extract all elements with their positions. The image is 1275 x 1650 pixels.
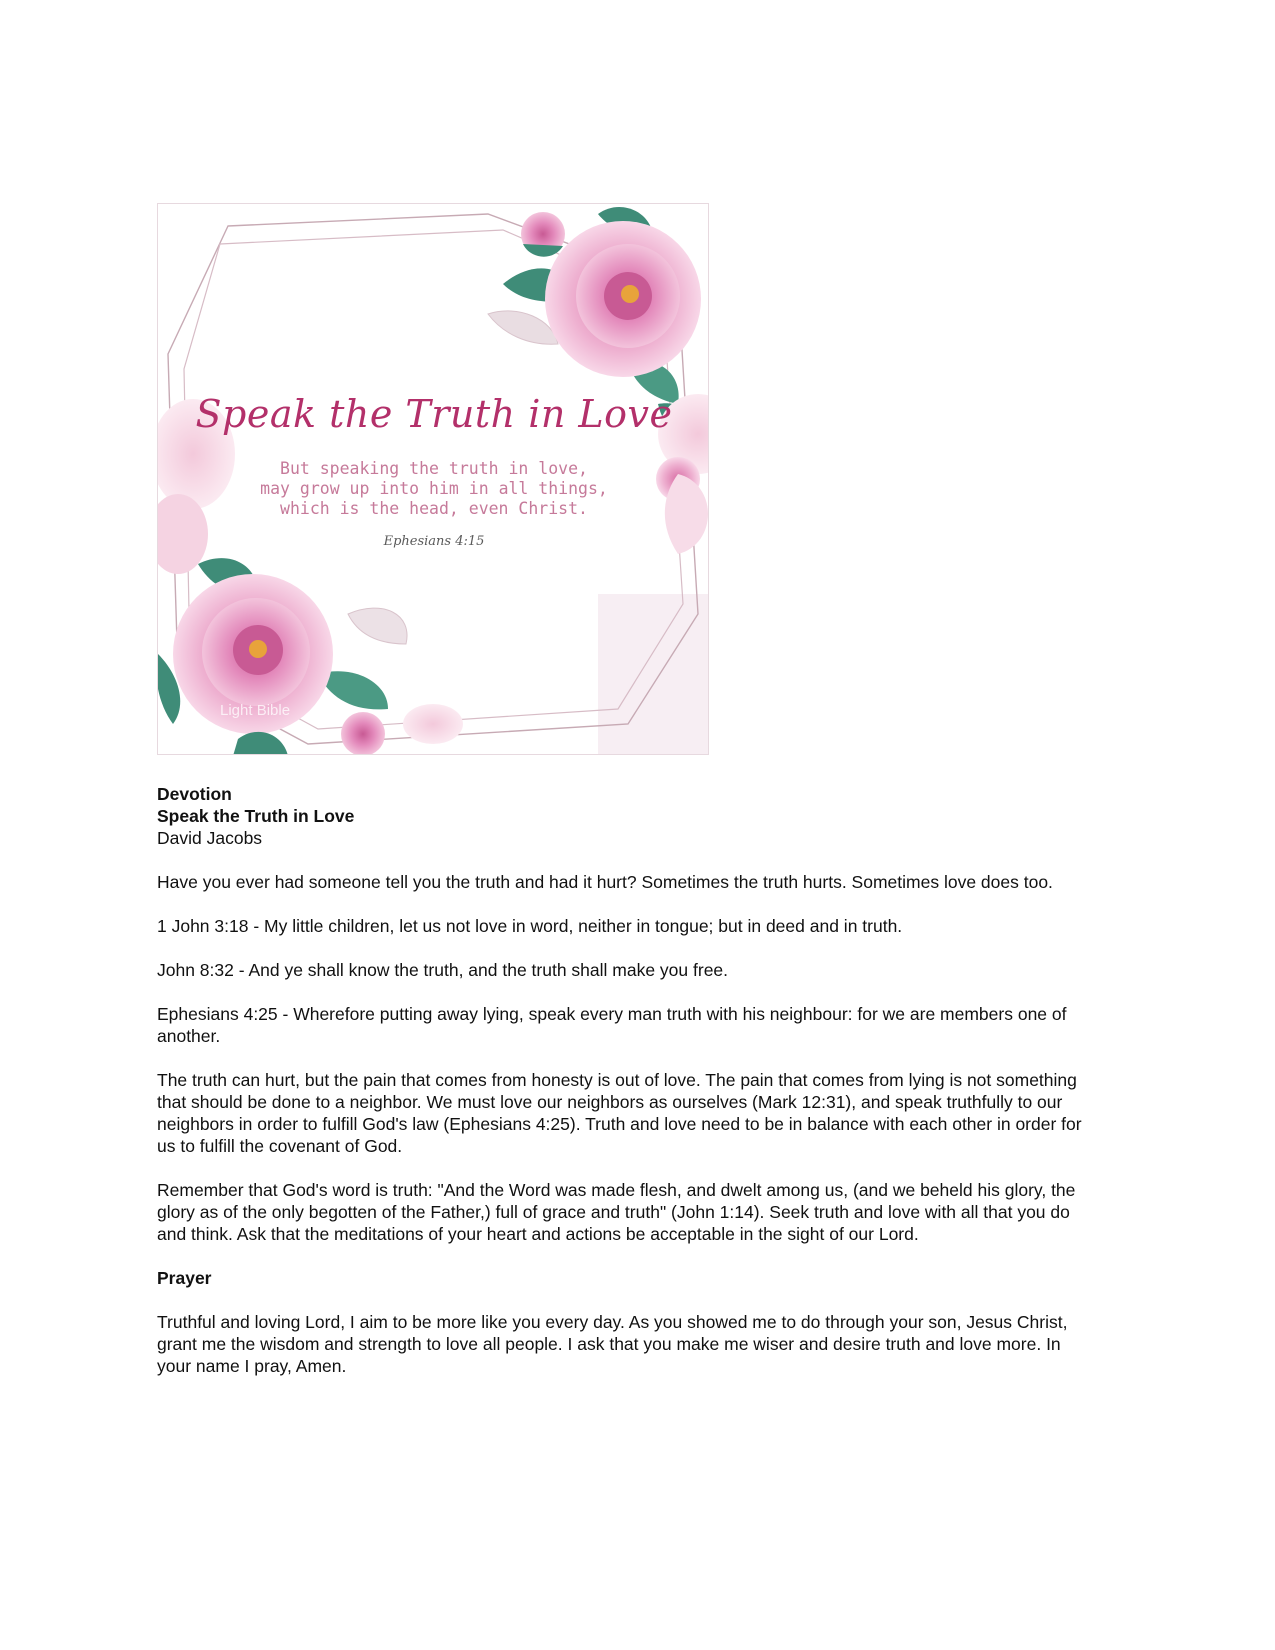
prayer-text: Truthful and loving Lord, I aim to be more like you every day. As you showed me to do through your son, Jesus Christ, grant me the wisdom and strength to love all people. I ask that you make me wiser and desire truth and love more. In your name I pray, Amen. [157, 1312, 1068, 1376]
image-verse-line: But speaking the truth in love, [280, 459, 588, 478]
paragraph-conclusion: Remember that God's word is truth: "And the Word was made flesh, and dwelt among us, (and we beheld his glory, the glory as of the only begotten of the Father,) full of grace and truth" (John 1:14). Seek truth and love with all that you do and think. Ask that the meditations of your heart and actions be acceptable in the sight of our Lord. [157, 1180, 1076, 1244]
image-watermark: Light Bible [220, 702, 291, 719]
paragraph-reflection: The truth can hurt, but the pain that comes from honesty is out of love. The pain that comes from lying is not something that should be done to a neighbor. We must love our neighbors as ourselves (Mark 12:31), and speak truthfully to our neighbors in order to fulfill God's law (Ephesians 4:25). Truth and love need to be in balance with each other in order for us to fulfill the covenant of God. [157, 1070, 1082, 1156]
scripture-ephesians: Ephesians 4:25 - Wherefore putting away lying, speak every man truth with his neighbour: for we are members one of another. [157, 1004, 1067, 1046]
devotion-content [157, 783, 1097, 1399]
devotion-title: Speak the Truth in Love [157, 806, 355, 826]
image-verse-line: which is the head, even Christ. [280, 499, 588, 518]
image-verse [218, 459, 650, 519]
prayer-heading: Prayer [157, 1268, 212, 1288]
scripture-john: John 8:32 - And ye shall know the truth, and the truth shall make you free. [157, 960, 729, 980]
section-label: Devotion [157, 784, 232, 804]
author-name: David Jacobs [157, 828, 263, 848]
devotion-header [157, 783, 1097, 849]
scripture-1john: 1 John 3:18 - My little children, let us not love in word, neither in tongue; but in deed and in truth. [157, 916, 903, 936]
paragraph-intro: Have you ever had someone tell you the truth and had it hurt? Sometimes the truth hurts. Sometimes love does too. [157, 872, 1053, 892]
featured-image [157, 203, 709, 755]
image-title: Speak the Truth in Love [195, 392, 673, 436]
image-reference: Ephesians 4:15 [383, 534, 485, 549]
image-verse-line: may grow up into him in all things, [260, 479, 608, 498]
